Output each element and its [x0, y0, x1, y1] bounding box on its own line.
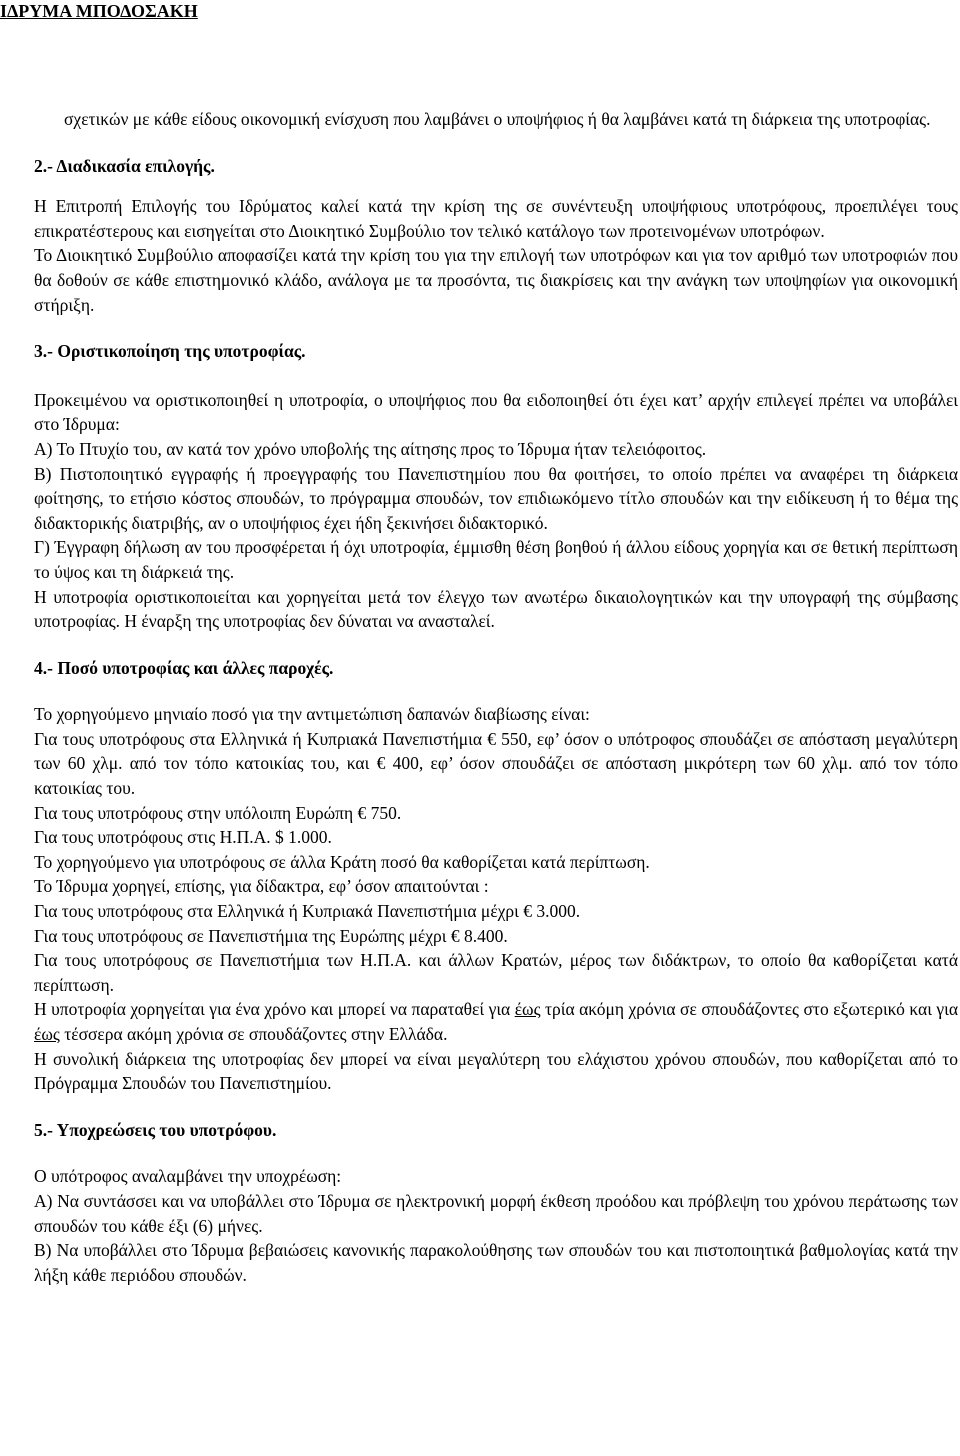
- intro-paragraph: σχετικών με κάθε είδους οικονομική ενίσχυση που λαμβάνει ο υποψήφιος ή θα λαμβάνει κατά τη διάρκεια της υποτροφίας.: [64, 109, 931, 129]
- section-4-line-4: Για τους υποτρόφους στις Η.Π.Α. $ 1.000.: [34, 827, 332, 848]
- section-4-line-10-part-c: τέσσερα ακόμη χρόνια σε σπουδάζοντες στην Ελλάδα.: [59, 1024, 448, 1044]
- underlined-word: έως: [34, 1024, 60, 1044]
- section-3-paragraph-2: Η υποτροφία οριστικοποιείται και χορηγείται μετά τον έλεγχο των ανωτέρω δικαιολογητικών και την υπογραφή της σύμβασης υποτροφίας. Η έναρξη της υποτροφίας δεν δύναται να ανασταλεί.: [34, 586, 958, 632]
- page-header: ΙΔΡΥΜΑ ΜΠΟΔΟΣΑΚΗ: [0, 1, 198, 21]
- section-4-line-3: Για τους υποτρόφους στην υπόλοιπη Ευρώπη € 750.: [34, 802, 402, 823]
- section-3-title: 3.- Οριστικοποίηση της υποτροφίας.: [34, 341, 306, 362]
- section-3-paragraph-1: Προκειμένου να οριστικοποιηθεί η υποτροφία, ο υποψήφιος που θα ειδοποιηθεί ότι έχει κατ’ αρχήν επιλεγεί πρέπει να υποβάλει στο Ίδρυμα:: [34, 389, 958, 435]
- section-4-line-6: Το Ίδρυμα χορηγεί, επίσης, για δίδακτρα, εφ’ όσον απαιτούνται :: [34, 876, 489, 897]
- section-4-line-11: Η συνολική διάρκεια της υποτροφίας δεν μπορεί να είναι μεγαλύτερη του ελάχιστου χρόνου σπουδών, που καθορίζεται από το Πρόγραμμα Σπουδών του Πανεπιστημίου.: [34, 1048, 958, 1094]
- section-3-item-c: Γ) Έγγραφη δήλωση αν του προσφέρεται ή όχι υποτροφία, έμμισθη θέση βοηθού ή άλλου είδους χορηγία και σε θετική περίπτωση το ύψος και τη διάρκειά της.: [34, 537, 958, 582]
- section-2-title: 2.- Διαδικασία επιλογής.: [34, 155, 215, 176]
- section-4-line-10-part-a: Η υποτροφία χορηγείται για ένα χρόνο και μπορεί να παραταθεί για: [34, 999, 515, 1020]
- section-4-title: 4.- Ποσό υποτροφίας και άλλες παροχές.: [34, 657, 334, 678]
- section-4-line-7: Για τους υποτρόφους στα Ελληνικά ή Κυπριακά Πανεπιστήμια μέχρι € 3.000.: [34, 901, 581, 922]
- section-4-line-10: [34, 997, 958, 1046]
- section-3-item-b: Β) Πιστοποιητικό εγγραφής ή προεγγραφής του Πανεπιστημίου που θα φοιτήσει, το οποίο πρέπει να αναφέρει τη διάρκεια φοίτησης, το ετήσιο κόστος σπουδών, το πρόγραμμα σπουδών, τον επιδιωκόμενο τίτλο σπουδών και την ειδίκευση ή το θέμα της διδακτορικής διατριβής, αν ο υποψήφιος έχει ήδη ξεκινήσει διδακτορικό.: [34, 463, 958, 533]
- section-4-line-8: Για τους υποτρόφους σε Πανεπιστήμια της Ευρώπης μέχρι € 8.400.: [34, 925, 508, 946]
- section-4-line-10-part-b: τρία ακόμη χρόνια σε σπουδάζοντες στο εξωτερικό και για: [540, 999, 959, 1020]
- section-3-item-a: Α) Το Πτυχίο του, αν κατά τον χρόνο υποβολής της αίτησης προς το Ίδρυμα ήταν τελειόφοιτος.: [34, 438, 707, 459]
- section-2-paragraph-2: Το Διοικητικό Συμβούλιο αποφασίζει κατά την κρίση του για την επιλογή των υποτρόφων και για τον αριθμό των υποτροφιών που θα δοθούν σε κάθε επιστημονικό κλάδο, ανάλογα με τα προσόντα, τις διακρίσεις και την ανάγκη των υποψηφίων για οικονομική στήριξη.: [34, 245, 958, 315]
- section-4-line-2: Για τους υποτρόφους στα Ελληνικά ή Κυπριακά Πανεπιστήμια € 550, εφ’ όσον ο υπότροφος σπουδάζει σε απόσταση μεγαλύτερη των 60 χλμ. από τον τόπο κατοικίας του, και € 400, εφ’ όσον σπουδάζει σε απόσταση μικρότερη των 60 χλμ. από τον τόπο κατοικίας του.: [34, 728, 958, 799]
- underlined-word: έως: [514, 999, 541, 1020]
- section-4-line-5: Το χορηγούμενο για υποτρόφους σε άλλα Κράτη ποσό θα καθορίζεται κατά περίπτωση.: [34, 851, 650, 872]
- section-4-line-9: Για τους υποτρόφους σε Πανεπιστήμια των Η.Π.Α. και άλλων Κρατών, μέρος των διδάκτρων, το οποίο θα καθορίζεται κατά περίπτωση.: [34, 950, 958, 995]
- section-2-paragraph-1: Η Επιτροπή Επιλογής του Ιδρύματος καλεί κατά την κρίση της σε συνέντευξη υποψήφιους υποτρόφους, προεπιλέγει τους επικρατέστερους και εισηγείται στο Διοικητικό Συμβούλιο τον τελικό κατάλογο των προτεινομένων υποτρόφων.: [34, 196, 958, 241]
- document-body: [34, 107, 958, 1287]
- section-5-item-a: Α) Να συντάσσει και να υποβάλλει στο Ίδρυμα σε ηλεκτρονική μορφή έκθεση προόδου και πρόβλεψη του χρόνου περάτωσης των σπουδών του κάθε έξι (6) μήνες.: [34, 1190, 958, 1236]
- section-5-item-b: Β) Να υποβάλλει στο Ίδρυμα βεβαιώσεις κανονικής παρακολούθησης των σπουδών του και πιστοποιητικά βαθμολογίας κατά την λήξη κάθε περιόδου σπουδών.: [34, 1240, 958, 1285]
- section-5-title: 5.- Υποχρεώσεις του υποτρόφου.: [34, 1119, 277, 1140]
- section-5-line-1: Ο υπότροφος αναλαμβάνει την υποχρέωση:: [34, 1166, 342, 1187]
- section-4-line-1: Το χορηγούμενο μηνιαίο ποσό για την αντιμετώπιση δαπανών διαβίωσης είναι:: [34, 704, 590, 725]
